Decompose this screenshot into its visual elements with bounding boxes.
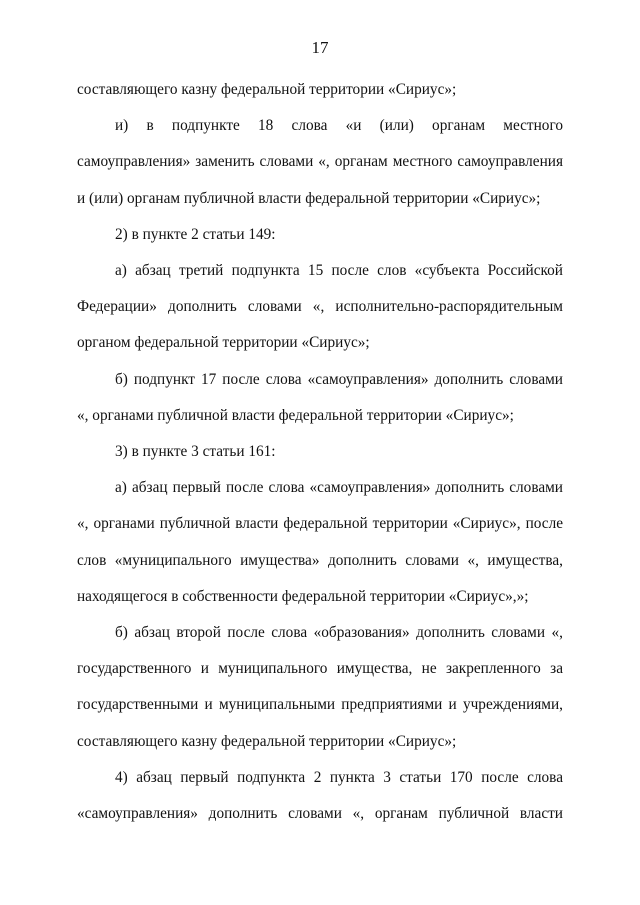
page-number: 17 <box>311 38 329 57</box>
paragraph-continuation: составляющего казну федеральной территории «Сириус»; <box>77 81 457 98</box>
paragraph-item-3a: а) абзац первый после слова «самоуправления» дополнить словами «, органами публичной власти федеральной территории «Сириус», после слов «муниципального имущества» дополнить словами «, имущества, находящегося в собственности федеральной территории «Сириус»,»; <box>77 479 563 605</box>
paragraph-item-4: 4) абзац первый подпункта 2 пункта 3 статьи 170 после слова «самоуправления» дополнить словами «, органам публичной власти <box>77 768 563 823</box>
paragraph-item-3: 3) в пункте 3 статьи 161: <box>115 443 276 461</box>
paragraph-item-2a: а) абзац третий подпункта 15 после слов «субъекта Российской Федерации» дополнить словами «, исполнительно-распорядительным органом федеральной территории «Сириус»; <box>77 262 563 352</box>
paragraph-item-3b: б) абзац второй после слова «образования» дополнить словами «, государственного и муниципального имущества, не закрепленного за государственными и муниципальными предприятиями и учреждениями, составляющего казну федеральной территории «Сириус»; <box>77 624 563 750</box>
paragraph-subitem-i: и) в подпункте 18 слова «и (или) органам местного самоуправления» заменить словами «, органам местного самоуправления и (или) органам публичной власти федеральной территории «Сириус»; <box>77 117 563 207</box>
paragraph-item-2b: б) подпункт 17 после слова «самоуправления» дополнить словами «, органами публичной власти федеральной территории «Сириус»; <box>77 370 563 424</box>
document-body <box>77 72 563 832</box>
paragraph-item-2: 2) в пункте 2 статьи 149: <box>115 225 276 243</box>
